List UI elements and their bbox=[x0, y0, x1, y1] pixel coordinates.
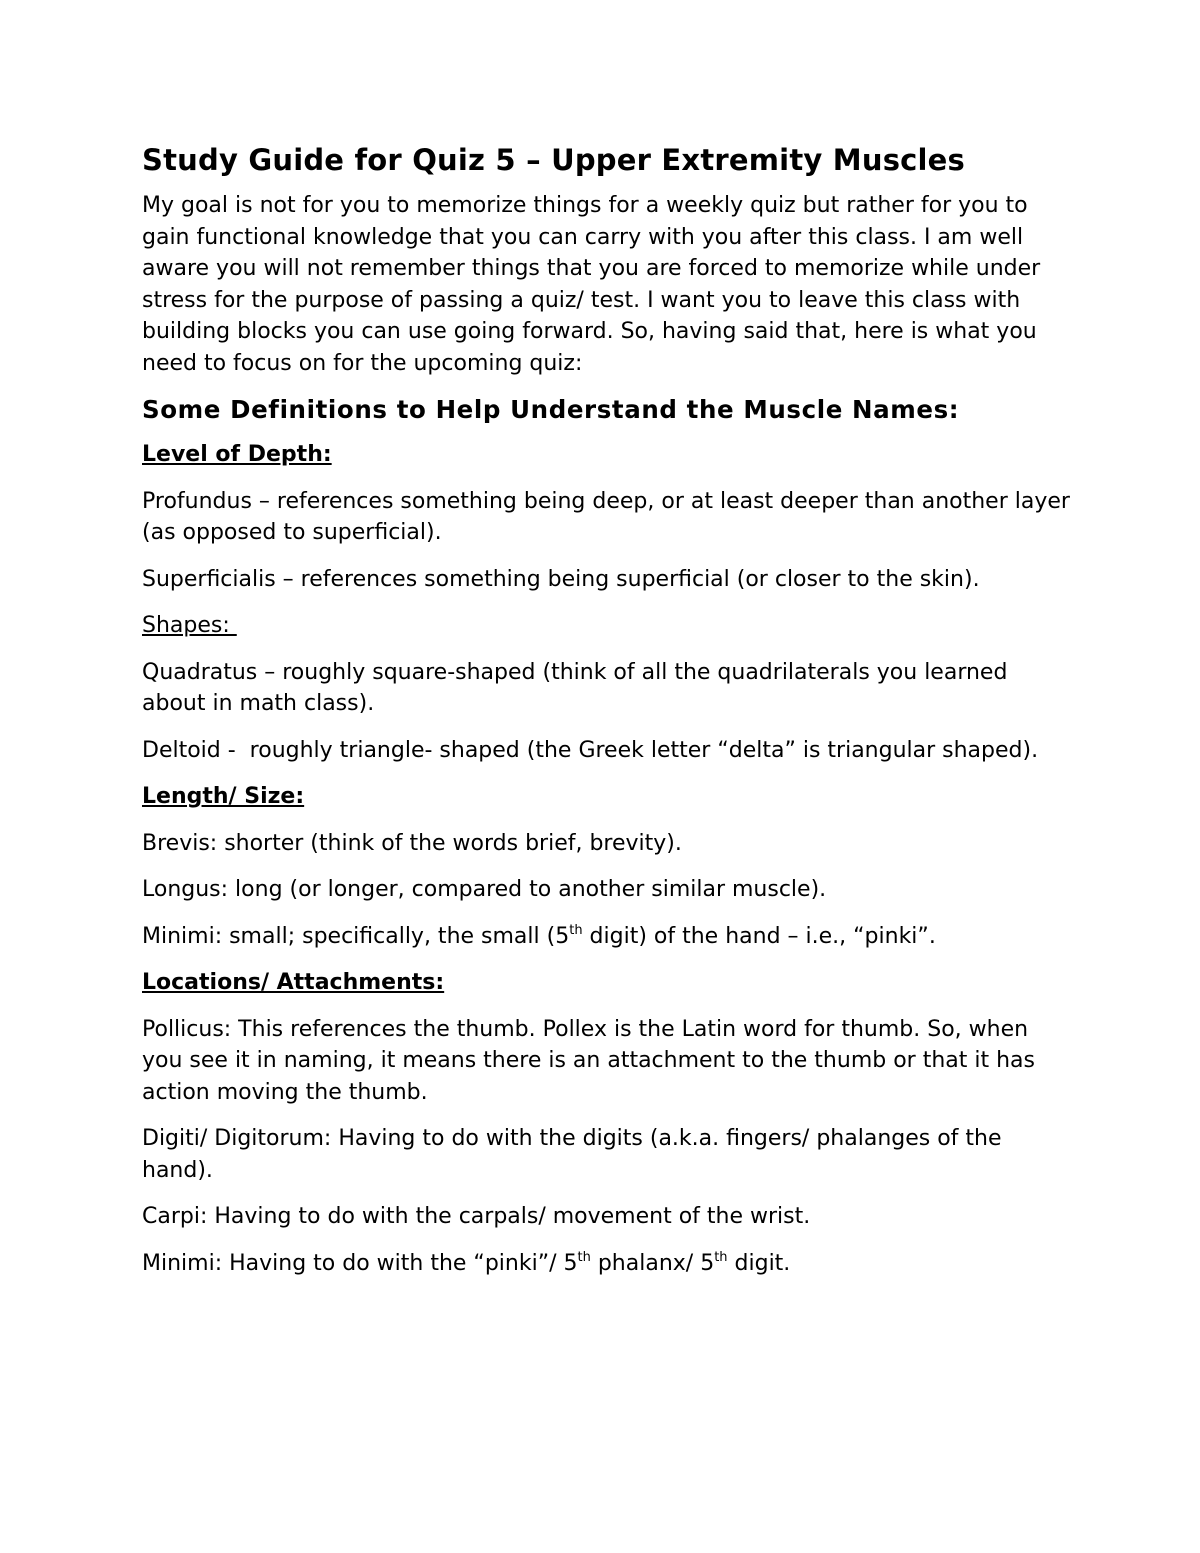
depth-heading: Level of Depth: bbox=[142, 442, 332, 467]
definition-superficialis: Superficialis – references something being superficial (or closer to the skin). bbox=[142, 566, 980, 592]
shapes-heading: Shapes: bbox=[142, 613, 237, 638]
definition-minimi-pinki bbox=[142, 1248, 1072, 1280]
definition-digiti: Digiti/ Digitorum: Having to do with the digits (a.k.a. fingers/ phalanges of the hand). bbox=[142, 1126, 1002, 1183]
definition-longus: Longus: long (or longer, compared to another similar muscle). bbox=[142, 877, 827, 902]
document-page bbox=[142, 140, 1072, 1294]
definition-minimi-small bbox=[142, 921, 1072, 953]
intro-paragraph: My goal is not for you to memorize things for a weekly quiz but rather for you to gain functional knowledge that you can carry with you after this class. I am well aware you will not remember things that you are forced to memorize while under stress for the purpose of passing a quiz/ test. I want you to leave this class with building blocks you can use going forward. So, having said that, here is what you need to focus on for the upcoming quiz: bbox=[142, 193, 1041, 376]
minimi-small-text-2: digit) of the hand – i.e., “pinki”. bbox=[582, 923, 936, 949]
definition-quadratus: Quadratus – roughly square-shaped (think of all the quadrilaterals you learned about in math class). bbox=[142, 659, 1008, 716]
minimi-pinki-text-1: Minimi: Having to do with the “pinki”/ 5 bbox=[142, 1250, 578, 1276]
minimi-pinki-text-2: phalanx/ 5 bbox=[590, 1250, 715, 1276]
definitions-heading: Some Definitions to Help Understand the Muscle Names: bbox=[142, 395, 960, 424]
definition-pollicus: Pollicus: This references the thumb. Pollex is the Latin word for thumb. So, when you see it in naming, it means there is an attachment to the thumb or that it has action moving the thumb. bbox=[142, 1016, 1035, 1105]
length-heading: Length/ Size: bbox=[142, 784, 305, 809]
definition-brevis: Brevis: shorter (think of the words brief, brevity). bbox=[142, 830, 682, 856]
minimi-small-text-1: Minimi: small; specifically, the small (5 bbox=[142, 923, 570, 949]
superscript-th: th bbox=[714, 1249, 728, 1265]
document-title: Study Guide for Quiz 5 – Upper Extremity Muscles bbox=[142, 143, 966, 177]
superscript-th: th bbox=[577, 1249, 591, 1265]
definition-deltoid: Deltoid - roughly triangle- shaped (the Greek letter “delta” is triangular shaped). bbox=[142, 737, 1039, 763]
locations-heading: Locations/ Attachments: bbox=[142, 970, 445, 995]
definition-carpi: Carpi: Having to do with the carpals/ movement of the wrist. bbox=[142, 1204, 811, 1229]
minimi-pinki-text-3: digit. bbox=[727, 1250, 791, 1276]
definition-profundus: Profundus – references something being deep, or at least deeper than another layer (as opposed to superficial). bbox=[142, 488, 1070, 545]
superscript-th: th bbox=[569, 922, 583, 938]
